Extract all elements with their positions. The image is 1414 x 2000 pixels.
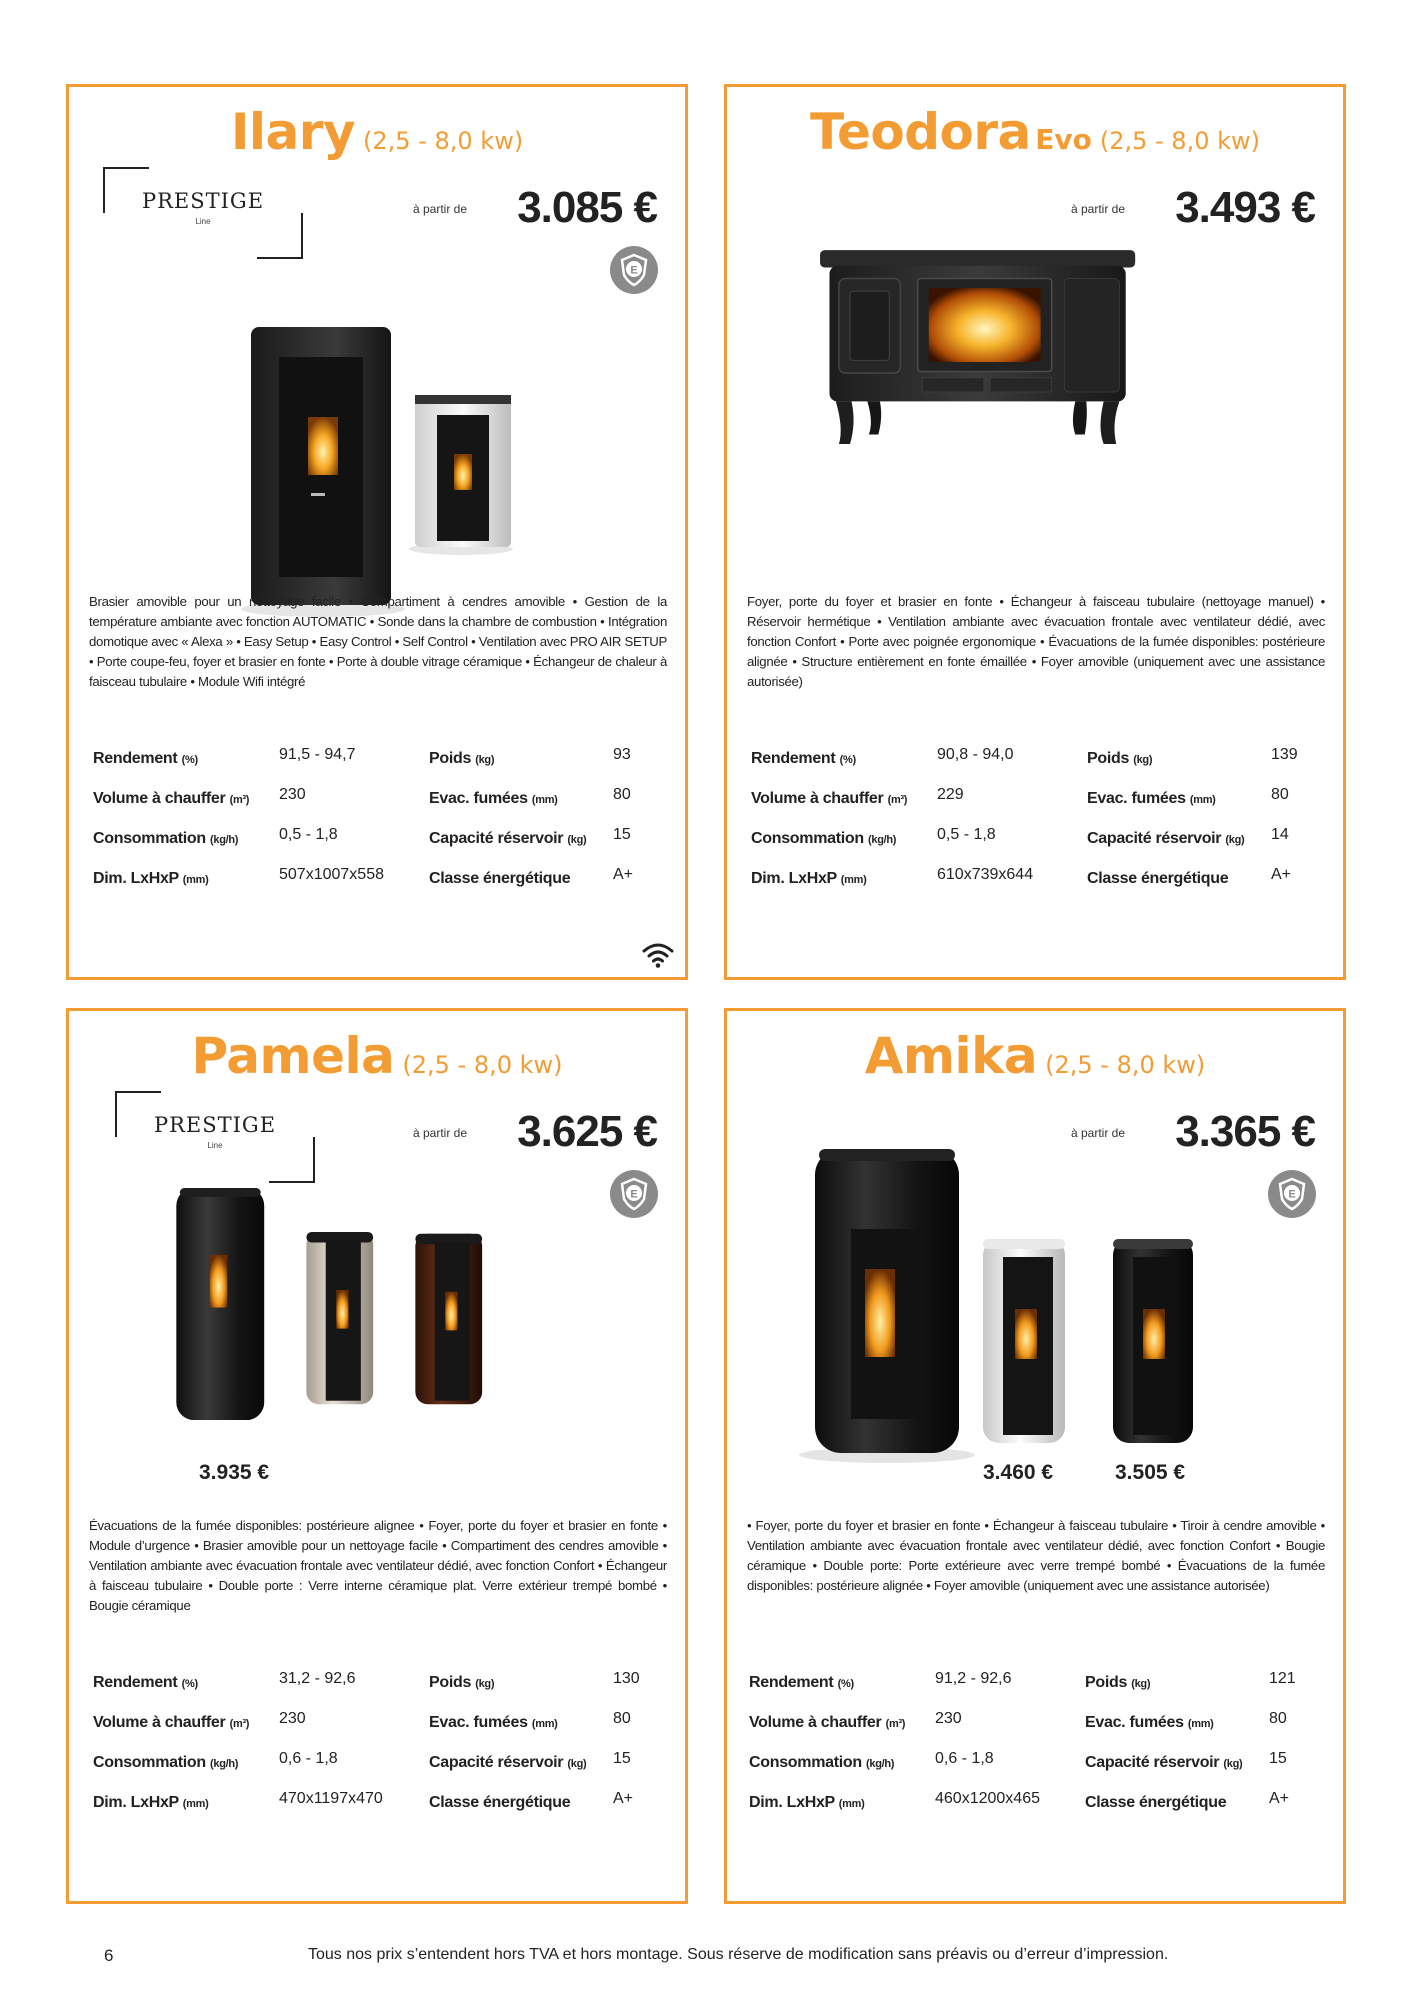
- product-power: (2,5 - 8,0 kw): [363, 127, 524, 155]
- spec-value-rendement: 31,2 - 92,6: [279, 1670, 356, 1687]
- spec-value-evac: 80: [1271, 786, 1289, 803]
- spec-label-rendement: Rendement (%): [749, 1674, 854, 1691]
- spec-label-capacite: Capacité réservoir (kg): [429, 1754, 587, 1771]
- spec-label-evac: Evac. fumées (mm): [1085, 1714, 1214, 1731]
- spec-label-rendement: Rendement (%): [93, 750, 198, 767]
- spec-value-volume: 230: [935, 1710, 962, 1727]
- spec-value-poids: 130: [613, 1670, 640, 1687]
- wifi-icon: [641, 941, 675, 969]
- price-prefix: à partir de: [412, 1126, 467, 1140]
- product-price: 3.625 €: [517, 1107, 657, 1156]
- product-title: [727, 1027, 1343, 1085]
- product-power: (2,5 - 8,0 kw): [1099, 127, 1260, 155]
- spec-table: [751, 742, 1311, 902]
- prestige-text: PRESTIGE: [153, 1113, 277, 1137]
- spec-value-consommation: 0,5 - 1,8: [279, 826, 338, 843]
- spec-value-volume: 230: [279, 786, 306, 803]
- spec-value-capacite: 15: [613, 1750, 631, 1767]
- spec-value-classe: A+: [613, 866, 634, 883]
- spec-value-classe: A+: [1269, 1790, 1290, 1807]
- product-image-amika: [757, 1139, 1319, 1469]
- spec-label-rendement: Rendement (%): [93, 1674, 198, 1691]
- variant-price: 3.460 €: [983, 1461, 1054, 1484]
- prestige-sub: Line: [195, 217, 211, 226]
- svg-text:E: E: [630, 264, 638, 277]
- spec-label-poids: Poids (kg): [1087, 750, 1153, 767]
- product-image-teodora: [757, 247, 1200, 507]
- product-description: • Foyer, porte du foyer et brasier en fonte • Échangeur à faisceau tubulaire • Tiroir à cendre amovible • Ventilation ambiante avec évacuation frontale avec ventilateur dédié, avec fonction Confort • Bougie céramique • Double porte: Porte extérieure avec verre trempé bombé • Évacuations de la fumée disponibles: postérieure alignée • Foyer amovible (uniquement avec une assistance autorisée): [747, 1518, 1325, 1593]
- prestige-text: PRESTIGE: [141, 189, 265, 213]
- product-suffix: Evo: [1035, 123, 1092, 156]
- spec-value-classe: A+: [613, 1790, 634, 1807]
- product-description: Foyer, porte du foyer et brasier en fonte • Échangeur à faisceau tubulaire (nettoyage manuel) • Réservoir hermétique • Ventilation ambiante avec évacuation frontale avec ventilateur dédié, avec fonction Confort • Porte avec poignée ergonomique • Évacuations de la fumée disponibles: postérieure alignée • Structure entièrement en fonte émaillée • Foyer amovible (uniquement avec une assistance autorisée): [747, 594, 1325, 689]
- prestige-line-logo: [115, 1091, 315, 1183]
- prestige-sub: Line: [207, 1141, 223, 1150]
- spec-label-capacite: Capacité réservoir (kg): [1085, 1754, 1243, 1771]
- spec-table: [749, 1666, 1309, 1826]
- spec-value-poids: 121: [1269, 1670, 1296, 1687]
- product-price: 3.493 €: [1175, 183, 1315, 232]
- energy-label-icon: [609, 1169, 659, 1219]
- spec-label-capacite: Capacité réservoir (kg): [1087, 830, 1245, 847]
- spec-label-consommation: Consommation (kg/h): [93, 830, 239, 847]
- price-prefix: à partir de: [1070, 1126, 1125, 1140]
- product-description: Brasier amovible pour un nettoyage facile • Compartiment à cendres amovible • Gestion de la température ambiante avec fonction AUTOMATIC • Sonde dans la chambre de combustion • Intégration domotique avec « Alexa » • Easy Setup • Easy Control • Self Control • Ventilation avec PRO AIR SETUP • Porte coupe-feu, foyer et brasier en fonte • Porte à double vitrage céramique • Échangeur de chaleur à faisceau tubulaire • Module Wifi intégré: [89, 594, 667, 689]
- spec-table: [93, 742, 653, 902]
- spec-value-classe: A+: [1271, 866, 1292, 883]
- spec-value-capacite: 15: [613, 826, 631, 843]
- product-card-ilary: [66, 84, 688, 980]
- spec-value-capacite: 14: [1271, 826, 1289, 843]
- spec-value-volume: 230: [279, 1710, 306, 1727]
- spec-label-poids: Poids (kg): [429, 750, 495, 767]
- product-name: Teodora: [810, 103, 1031, 161]
- spec-label-dim: Dim. LxHxP (mm): [751, 870, 867, 887]
- spec-label-volume: Volume à chauffer (m³): [751, 790, 908, 807]
- product-description: Évacuations de la fumée disponibles: postérieure alignee • Foyer, porte du foyer et brasier en fonte • Module d’urgence • Brasier amovible pour un nettoyage facile • Compartiment des cendres amovible • Ventilation ambiante avec évacuation frontale avec ventilateur dédié, avec fonction Confort • Échangeur à faisceau tubulaire • Double porte : Verre interne céramique plat. Verre extérieur trempé bombé • Bougie céramique: [89, 1518, 667, 1613]
- spec-value-rendement: 91,2 - 92,6: [935, 1670, 1012, 1687]
- product-price: 3.085 €: [517, 183, 657, 232]
- price-prefix: à partir de: [1070, 202, 1125, 216]
- spec-label-poids: Poids (kg): [429, 1674, 495, 1691]
- product-power: (2,5 - 8,0 kw): [1045, 1051, 1206, 1079]
- product-title: [69, 103, 685, 161]
- spec-value-volume: 229: [937, 786, 964, 803]
- spec-label-consommation: Consommation (kg/h): [93, 1754, 239, 1771]
- spec-value-dim: 610x739x644: [937, 866, 1034, 883]
- spec-label-volume: Volume à chauffer (m³): [93, 790, 250, 807]
- spec-label-classe: Classe énergétique: [429, 1794, 571, 1811]
- product-card-pamela: [66, 1008, 688, 1904]
- spec-value-evac: 80: [613, 786, 631, 803]
- spec-label-volume: Volume à chauffer (m³): [749, 1714, 906, 1731]
- spec-value-evac: 80: [613, 1710, 631, 1727]
- spec-label-evac: Evac. fumées (mm): [1087, 790, 1216, 807]
- spec-label-consommation: Consommation (kg/h): [749, 1754, 895, 1771]
- variant-price: 3.935 €: [199, 1461, 270, 1484]
- spec-value-dim: 460x1200x465: [935, 1790, 1040, 1807]
- spec-label-rendement: Rendement (%): [751, 750, 856, 767]
- spec-value-poids: 93: [613, 746, 631, 763]
- spec-label-dim: Dim. LxHxP (mm): [749, 1794, 865, 1811]
- spec-table: [93, 1666, 653, 1826]
- spec-label-volume: Volume à chauffer (m³): [93, 1714, 250, 1731]
- price-prefix: à partir de: [412, 202, 467, 216]
- spec-value-evac: 80: [1269, 1710, 1287, 1727]
- product-price: 3.365 €: [1175, 1107, 1315, 1156]
- spec-label-classe: Classe énergétique: [1087, 870, 1229, 887]
- spec-value-consommation: 0,5 - 1,8: [937, 826, 996, 843]
- spec-value-rendement: 90,8 - 94,0: [937, 746, 1014, 763]
- product-card-amika: [724, 1008, 1346, 1904]
- product-image-pamela: [99, 1181, 593, 1471]
- spec-label-consommation: Consommation (kg/h): [751, 830, 897, 847]
- spec-label-evac: Evac. fumées (mm): [429, 790, 558, 807]
- svg-text:E: E: [1288, 1188, 1296, 1201]
- product-title: [69, 1027, 685, 1085]
- spec-value-poids: 139: [1271, 746, 1298, 763]
- spec-label-capacite: Capacité réservoir (kg): [429, 830, 587, 847]
- energy-label-icon: [609, 245, 659, 295]
- spec-value-dim: 470x1197x470: [279, 1790, 383, 1807]
- product-name: Pamela: [191, 1027, 395, 1085]
- spec-value-dim: 507x1007x558: [279, 866, 384, 883]
- spec-label-classe: Classe énergétique: [1085, 1794, 1227, 1811]
- prestige-line-logo: [103, 167, 303, 259]
- spec-label-evac: Evac. fumées (mm): [429, 1714, 558, 1731]
- spec-label-classe: Classe énergétique: [429, 870, 571, 887]
- product-name: Amika: [864, 1027, 1038, 1085]
- spec-label-dim: Dim. LxHxP (mm): [93, 1794, 209, 1811]
- product-power: (2,5 - 8,0 kw): [402, 1051, 563, 1079]
- footer-note: Tous nos prix s’entendent hors TVA et hors montage. Sous réserve de modification sans préavis ou d’erreur d’impression.: [308, 1946, 1169, 1963]
- product-card-teodora: [724, 84, 1346, 980]
- spec-label-poids: Poids (kg): [1085, 1674, 1151, 1691]
- svg-text:E: E: [630, 1188, 638, 1201]
- spec-value-consommation: 0,6 - 1,8: [935, 1750, 994, 1767]
- spec-label-dim: Dim. LxHxP (mm): [93, 870, 209, 887]
- spec-value-capacite: 15: [1269, 1750, 1287, 1767]
- spec-value-rendement: 91,5 - 94,7: [279, 746, 356, 763]
- page-number: 6: [104, 1946, 114, 1965]
- product-name: Ilary: [230, 103, 356, 161]
- spec-value-consommation: 0,6 - 1,8: [279, 1750, 338, 1767]
- variant-price: 3.505 €: [1115, 1461, 1186, 1484]
- product-title: [727, 103, 1343, 161]
